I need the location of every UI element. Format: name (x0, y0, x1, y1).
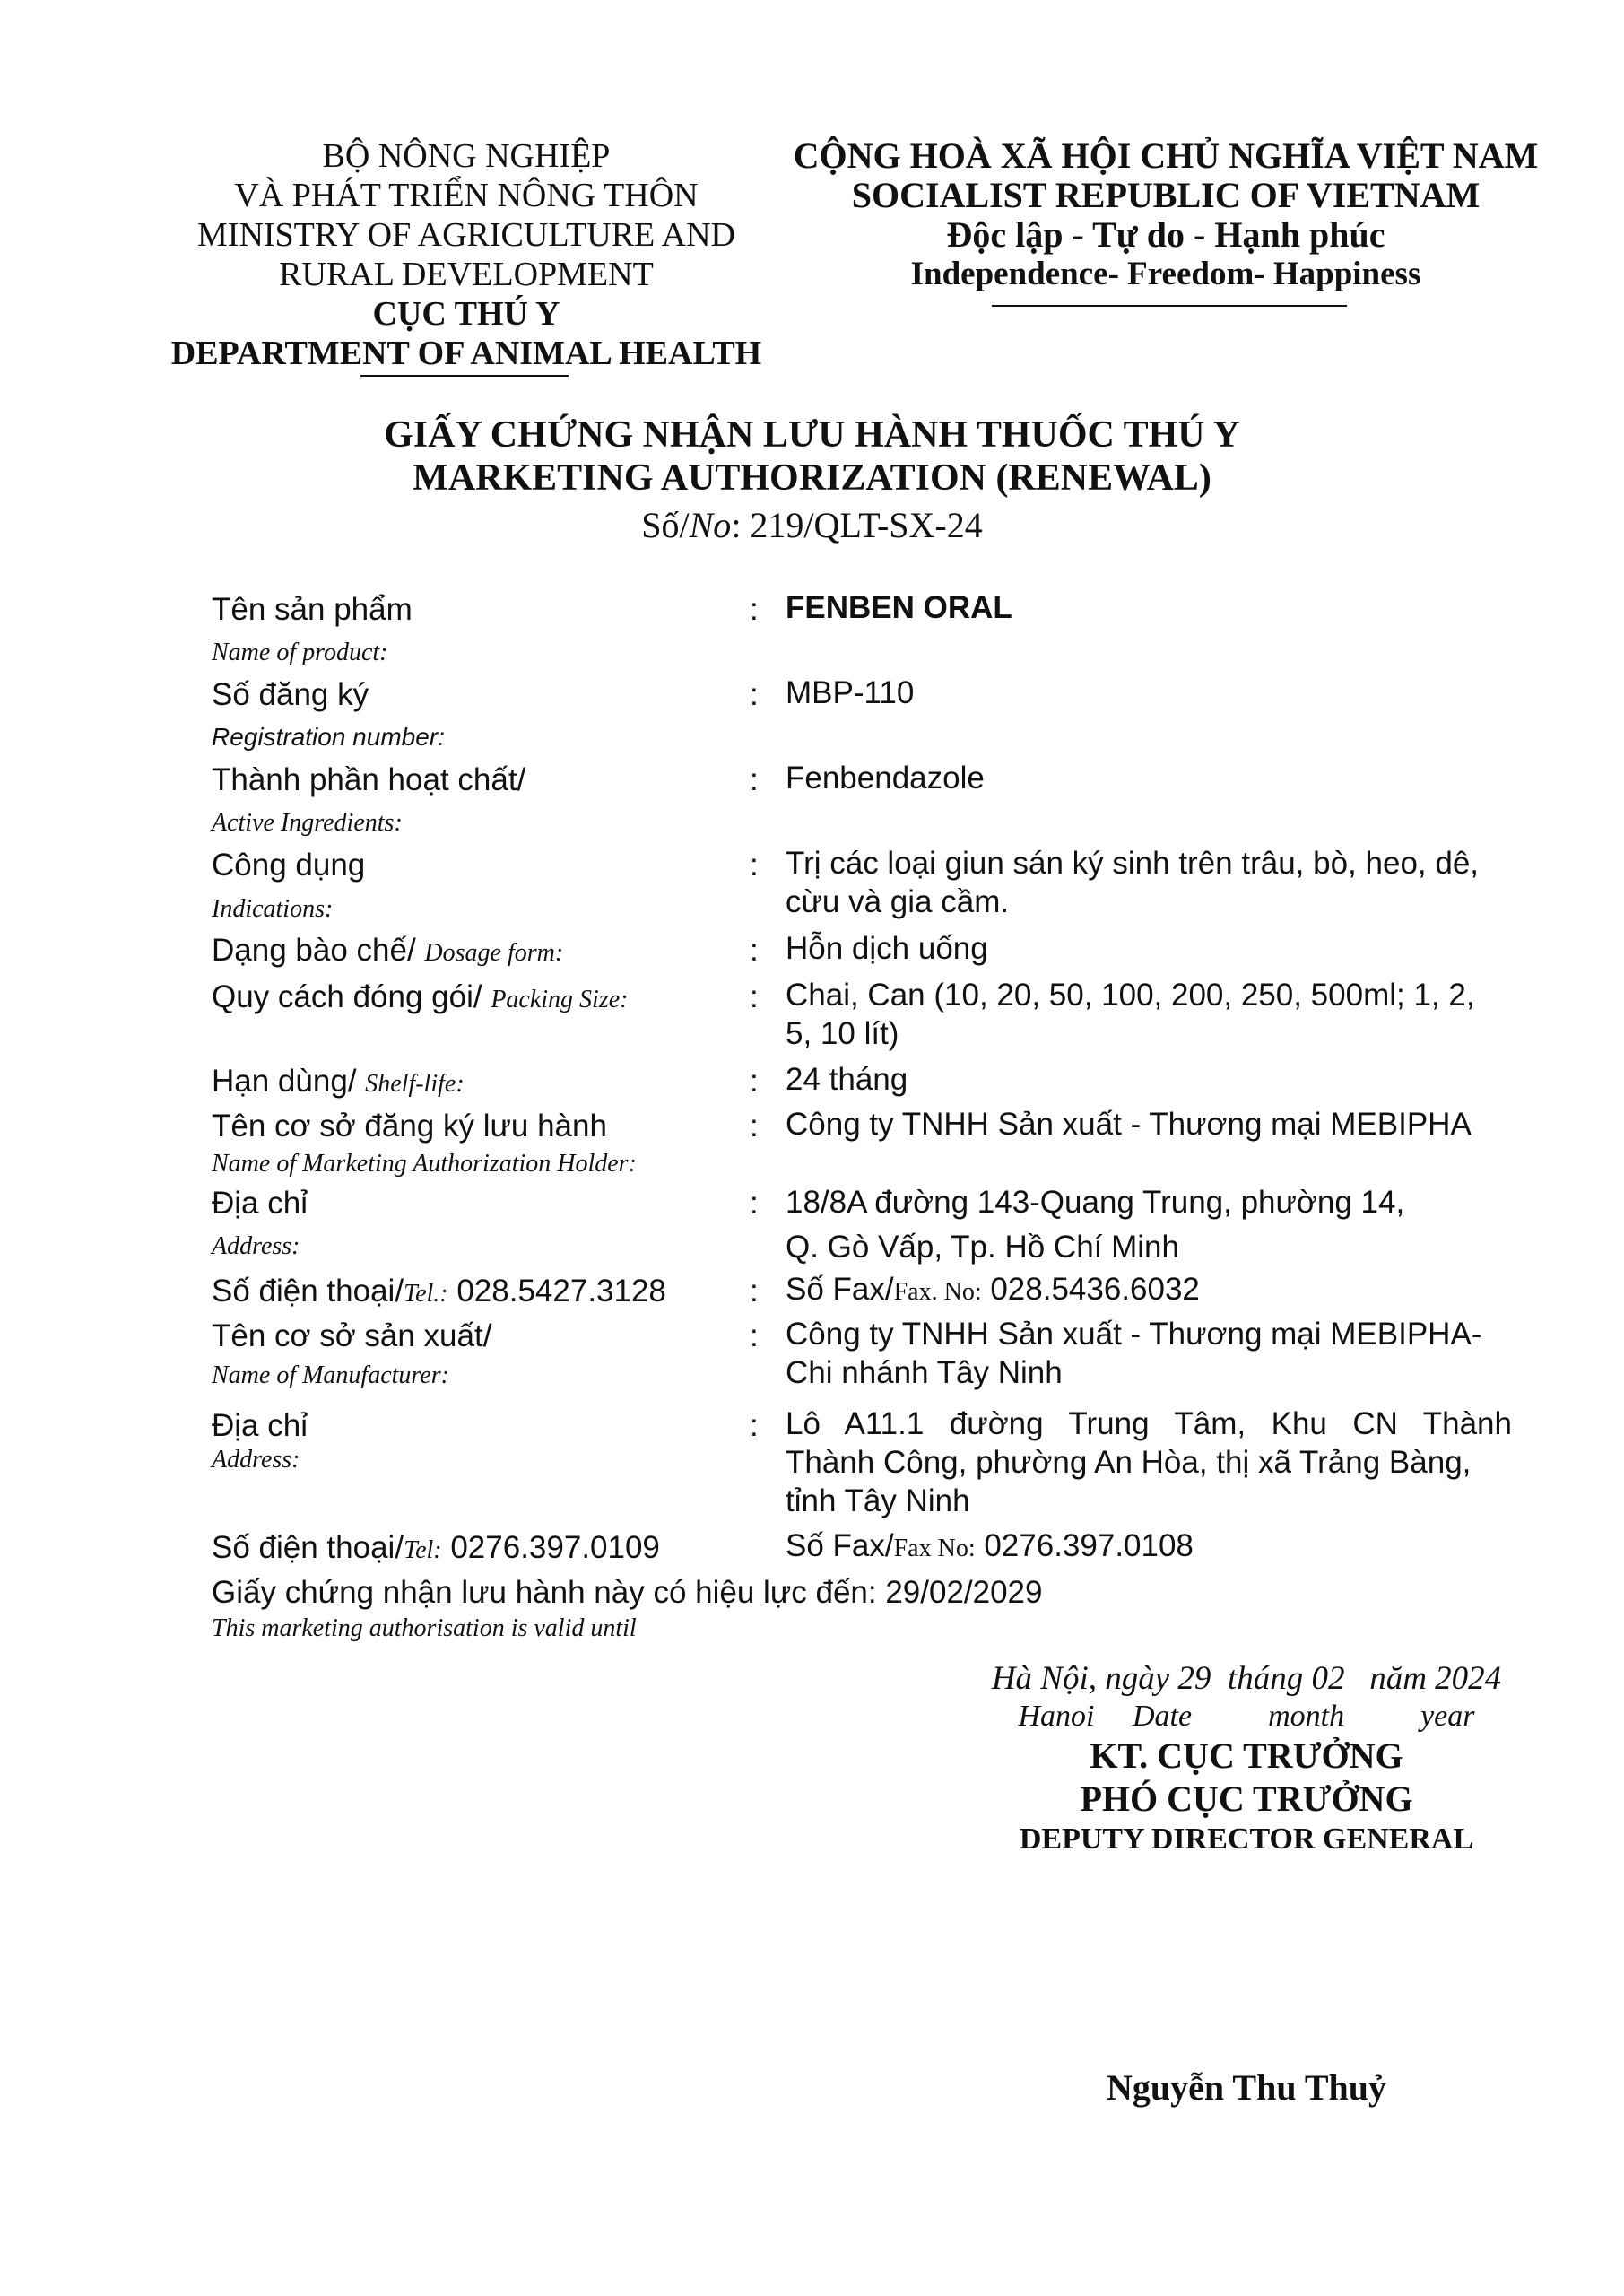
colon: : (750, 1318, 759, 1353)
colon: : (750, 1064, 759, 1099)
manufacturer-phone-value: 0276.397.0109 (441, 1530, 660, 1565)
holder-address-line-2: Q. Gò Vấp, Tp. Hồ Chí Minh (786, 1230, 1179, 1265)
manufacturer-fax-label-en: Fax No: (893, 1535, 976, 1562)
manufacturer-label: Tên cơ sở sản xuất/ (212, 1318, 492, 1353)
indications-value (786, 844, 1479, 921)
issuer-underline (360, 375, 569, 377)
holder-phone-label-en: Tel.: (404, 1280, 448, 1308)
number-label-en: No (689, 505, 732, 545)
manufacturer-phone-label-en: Tel: (404, 1536, 442, 1564)
registration-label: Số đăng ký (212, 677, 369, 712)
indications-label: Công dụng (212, 848, 366, 883)
packing-size-value (786, 976, 1475, 1053)
product-name-label: Tên sản phẩm (212, 592, 413, 627)
number-label-vi: Số/ (641, 505, 690, 545)
manufacturer-address-line-3: tỉnh Tây Ninh (786, 1483, 970, 1518)
issuer-block (170, 136, 762, 373)
manufacturer-address-label-en: Address: (212, 1446, 300, 1474)
issuer-ministry-en-2: RURAL DEVELOPMENT (279, 256, 654, 293)
manufacturer-line-1: Công ty TNHH Sản xuất - Thương mại MEBIPHA- (786, 1317, 1482, 1352)
holder-address-label: Địa chỉ (212, 1186, 308, 1221)
colon: : (750, 677, 759, 712)
dosage-form-value: Hỗn dịch uống (786, 931, 988, 966)
packing-size-label (212, 979, 628, 1015)
colon: : (750, 1274, 759, 1309)
signer-title-2: PHÓ CỤC TRƯỞNG (1080, 1779, 1413, 1819)
issue-date-en: Hanoi Date month year (1018, 1700, 1475, 1733)
manufacturer-label-en: Name of Manufacturer: (212, 1361, 449, 1389)
product-name-label-en: Name of product: (212, 639, 388, 666)
shelf-life-label-vi: Hạn dùng/ (212, 1064, 366, 1099)
ingredients-label: Thành phần hoạt chất/ (212, 762, 526, 797)
document-number (0, 504, 1624, 546)
signer-title-1: KT. CỤC TRƯỞNG (1090, 1735, 1403, 1776)
holder-phone (212, 1274, 666, 1309)
holder-phone-value: 028.5427.3128 (447, 1274, 666, 1309)
issue-date-vi: Hà Nội, ngày 29 tháng 02 năm 2024 (991, 1660, 1502, 1697)
product-name-value: FENBEN ORAL (786, 590, 1012, 625)
issuer-ministry-vi-2: VÀ PHÁT TRIỂN NÔNG THÔN (234, 177, 699, 214)
holder-address-value (786, 1180, 1404, 1270)
signer-name: Nguyễn Thu Thuỷ (1106, 2067, 1387, 2108)
registration-value: MBP-110 (786, 675, 915, 710)
colon: : (750, 1186, 759, 1221)
validity-statement-en: This marketing authorisation is valid until (212, 1614, 637, 1642)
issuer-department-en: DEPARTMENT OF ANIMAL HEALTH (170, 335, 762, 372)
holder-fax-label-en: Fax. No: (893, 1278, 982, 1306)
manufacturer-phone-label-vi: Số điện thoại/ (212, 1530, 404, 1565)
manufacturer-address-value (786, 1405, 1512, 1520)
manufacturer-address-line-2: Thành Công, phường An Hòa, thị xã Trảng Bàng, (786, 1445, 1472, 1480)
shelf-life-value: 24 tháng (786, 1062, 908, 1097)
indications-line-2: cừu và gia cầm. (786, 884, 1010, 919)
holder-fax (786, 1270, 1200, 1311)
signature-block (861, 1659, 1624, 1858)
colon: : (750, 762, 759, 797)
signer-title-en: DEPUTY DIRECTOR GENERAL (1019, 1822, 1474, 1856)
manufacturer-value (786, 1315, 1481, 1392)
holder-label-en: Name of Marketing Authorization Holder: (212, 1150, 637, 1178)
manufacturer-fax-label-vi: Số Fax/ (786, 1528, 894, 1563)
packing-size-label-en: Packing Size: (491, 986, 629, 1013)
holder-address-label-en: Address: (212, 1232, 300, 1260)
manufacturer-line-2: Chi nhánh Tây Ninh (786, 1355, 1063, 1390)
number-value: : 219/QLT-SX-24 (731, 505, 983, 545)
colon: : (750, 1109, 759, 1144)
manufacturer-address-line-1: Lô A11.1 đường Trung Tâm, Khu CN Thành (786, 1406, 1512, 1441)
packing-size-label-vi: Quy cách đóng gói/ (212, 979, 491, 1014)
holder-value: Công ty TNHH Sản xuất - Thương mại MEBIPHA (786, 1107, 1472, 1142)
national-motto-block (780, 136, 1551, 294)
indications-line-1: Trị các loại giun sán ký sinh trên trâu, bò, heo, dê, (786, 846, 1480, 881)
dosage-form-label-en: Dosage form: (424, 939, 564, 967)
country-name-en: SOCIALIST REPUBLIC OF VIETNAM (851, 175, 1481, 215)
motto-underline (992, 305, 1347, 307)
dosage-form-label (212, 933, 563, 969)
country-name-vi: CỘNG HOÀ XÃ HỘI CHỦ NGHĨA VIỆT NAM (793, 135, 1539, 176)
holder-address-line-1: 18/8A đường 143-Quang Trung, phường 14, (786, 1185, 1405, 1220)
colon: : (750, 1408, 759, 1443)
shelf-life-label (212, 1064, 465, 1100)
registration-label-en: Registration number: (212, 723, 445, 751)
colon: : (750, 933, 759, 968)
motto-en: Independence- Freedom- Happiness (910, 256, 1421, 292)
dosage-form-label-vi: Dạng bào chế/ (212, 933, 425, 968)
manufacturer-fax-value: 0276.397.0108 (975, 1528, 1194, 1563)
validity-statement: Giấy chứng nhận lưu hành này có hiệu lực đến: 29/02/2029 (212, 1575, 1043, 1610)
issuer-ministry-vi: BỘ NÔNG NGHIỆP (322, 137, 611, 175)
document-title-vi: GIẤY CHỨNG NHẬN LƯU HÀNH THUỐC THÚ Y (384, 414, 1240, 456)
motto-vi: Độc lập - Tự do - Hạnh phúc (946, 214, 1385, 255)
shelf-life-label-en: Shelf-life: (365, 1070, 465, 1098)
indications-label-en: Indications: (212, 895, 334, 923)
issuer-ministry-en: MINISTRY OF AGRICULTURE AND (197, 216, 735, 254)
manufacturer-fax (786, 1526, 1194, 1568)
packing-size-line-1: Chai, Can (10, 20, 50, 100, 200, 250, 500ml; 1, 2, (786, 978, 1475, 1013)
ingredients-value: Fenbendazole (786, 761, 985, 796)
colon: : (750, 848, 759, 883)
holder-fax-value: 028.5436.6032 (981, 1272, 1200, 1307)
document-title-en: MARKETING AUTHORIZATION (RENEWAL) (413, 457, 1211, 499)
holder-phone-label-vi: Số điện thoại/ (212, 1274, 404, 1309)
colon: : (750, 979, 759, 1014)
holder-fax-label-vi: Số Fax/ (786, 1272, 894, 1307)
manufacturer-address-label: Địa chỉ (212, 1408, 308, 1443)
ingredients-label-en: Active Ingredients: (212, 809, 403, 837)
issuer-department-vi: CỤC THÚ Y (372, 295, 560, 333)
holder-label: Tên cơ sở đăng ký lưu hành (212, 1109, 607, 1144)
colon: : (750, 592, 759, 627)
manufacturer-phone (212, 1530, 660, 1566)
packing-size-line-2: 5, 10 lít) (786, 1016, 899, 1051)
